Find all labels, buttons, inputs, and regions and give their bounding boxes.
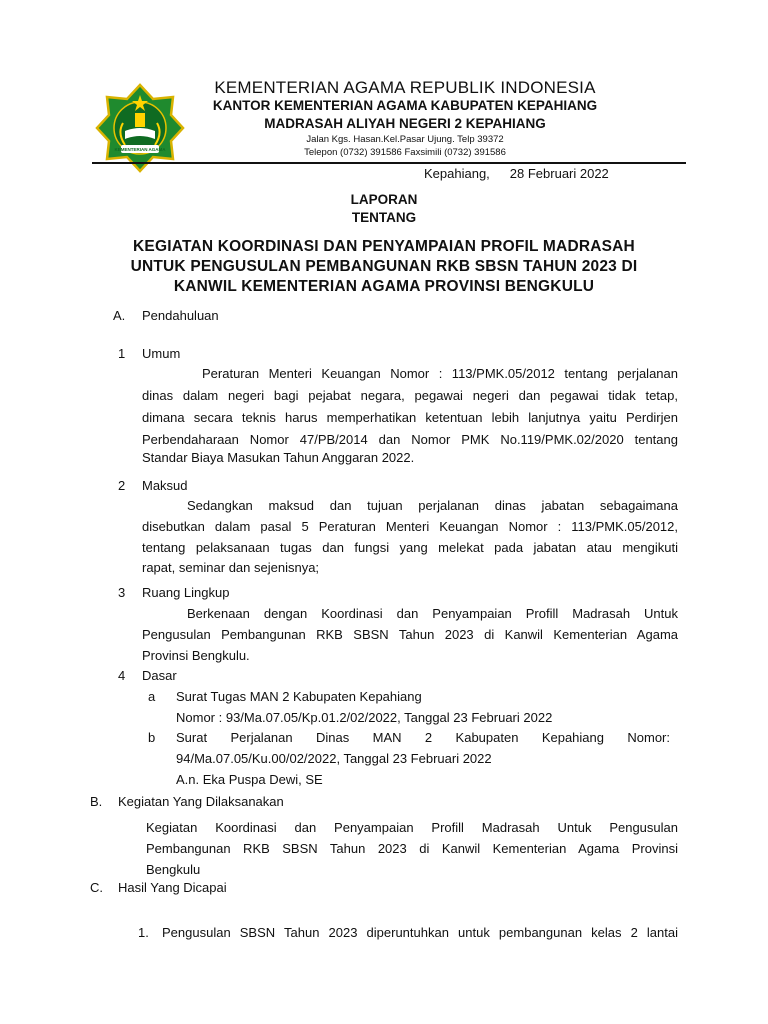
- paragraph-line: Surat Perjalanan Dinas MAN 2 Kabupaten Kepahiang Nomor:: [176, 730, 670, 745]
- section-title: Pendahuluan: [142, 308, 219, 323]
- document-date: [424, 166, 609, 181]
- paragraph-line: Provinsi Bengkulu.: [142, 648, 250, 663]
- header-school: MADRASAH ALIYAH NEGERI 2 KEPAHIANG: [264, 116, 546, 131]
- paragraph-line: Bengkulu: [146, 862, 201, 877]
- section-title: Kegiatan Yang Dilaksanakan: [118, 794, 284, 809]
- item-number: 2: [118, 478, 126, 493]
- item-title: Ruang Lingkup: [142, 585, 230, 600]
- paragraph-line: Kegiatan Koordinasi dan Penyampaian Profill Madrasah Untuk Pengusulan: [146, 820, 678, 835]
- item-title: Umum: [142, 346, 181, 361]
- paragraph-line: disebutkan dalam pasal 5 Peraturan Menteri Keuangan Nomor : 113/PMK.05/2012,: [142, 519, 678, 534]
- section-label: C.: [90, 880, 103, 895]
- section-label: B.: [90, 794, 103, 809]
- paragraph-line: Pengusulan SBSN Tahun 2023 diperuntuhkan untuk pembangunan kelas 2 lantai: [162, 925, 678, 940]
- item-title: Maksud: [142, 478, 188, 493]
- header-ministry: KEMENTERIAN AGAMA REPUBLIK INDONESIA: [214, 78, 596, 97]
- date-place: Kepahiang,: [424, 166, 490, 181]
- paragraph-line: Pengusulan Pembangunan RKB SBSN Tahun 2023 di Kanwil Kementerian Agama: [142, 627, 678, 642]
- logo-banner-text: KEMENTERIAN AGAMA: [114, 147, 166, 152]
- paragraph-line: 94/Ma.07.05/Ku.00/02/2022, Tanggal 23 Februari 2022: [176, 751, 492, 766]
- item-number: 4: [118, 668, 126, 683]
- paragraph-line: Standar Biaya Masukan Tahun Anggaran 2022.: [142, 450, 415, 465]
- paragraph-line: Surat Tugas MAN 2 Kabupaten Kepahiang: [176, 689, 422, 704]
- paragraph-line: Peraturan Menteri Keuangan Nomor : 113/PMK.05/2012 tentang perjalanan: [202, 366, 678, 381]
- sub-item-label: a: [148, 689, 156, 704]
- paragraph-line: dinas dalam negeri bagi pejabat negara, pegawai negeri dan pegawai tidak tetap,: [142, 388, 678, 403]
- paragraph-line: Berkenaan dengan Koordinasi dan Penyampaian Profill Madrasah Untuk: [187, 606, 678, 621]
- header-address: Jalan Kgs. Hasan.Kel.Pasar Ujung. Telp 39372: [306, 134, 504, 145]
- kemenag-logo: [95, 83, 185, 173]
- item-number: 1: [118, 346, 126, 361]
- report-title-line: UNTUK PENGUSULAN PEMBANGUNAN RKB SBSN TAHUN 2023 DI: [130, 258, 638, 275]
- item-title: Dasar: [142, 668, 177, 683]
- paragraph-line: rapat, seminar dan sejenisnya;: [142, 560, 320, 575]
- paragraph-line: Sedangkan maksud dan tujuan perjalanan dinas jabatan sebagaimana: [187, 498, 678, 513]
- paragraph-line: A.n. Eka Puspa Dewi, SE: [176, 772, 323, 787]
- header-office: KANTOR KEMENTERIAN AGAMA KABUPATEN KEPAHIANG: [212, 98, 598, 113]
- paragraph-line: Nomor : 93/Ma.07.05/Kp.01.2/02/2022, Tanggal 23 Februari 2022: [176, 710, 553, 725]
- item-number: 3: [118, 585, 126, 600]
- paragraph-line: dimana secara teknis harus memperhatikan ketentuan lebih lanjutnya yaitu Perdirjen: [142, 410, 678, 425]
- header-divider: [92, 162, 686, 164]
- section-label: A.: [113, 308, 126, 323]
- report-title-line: KEGIATAN KOORDINASI DAN PENYAMPAIAN PROFIL MADRASAH: [133, 238, 635, 255]
- paragraph-line: tentang pelaksanaan tugas dan fungsi yang melekat pada jabatan atau mengikuti: [142, 540, 678, 555]
- header-phone: Telepon (0732) 391586 Faxsimili (0732) 391586: [304, 147, 506, 158]
- list-item-number: 1.: [138, 925, 149, 940]
- sub-item-label: b: [148, 730, 156, 745]
- paragraph-line: Perbendaharaan Nomor 47/PB/2014 dan Nomor PMK No.119/PMK.02/2020 tentang: [142, 432, 678, 447]
- report-title-line: KANWIL KEMENTERIAN AGAMA PROVINSI BENGKULU: [173, 278, 595, 295]
- date-value: 28 Februari 2022: [509, 166, 609, 181]
- section-title: Hasil Yang Dicapai: [118, 880, 227, 895]
- paragraph-line: Pembangunan RKB SBSN Tahun 2023 di Kanwil Kementerian Agama Provinsi: [146, 841, 678, 856]
- report-subject-label: TENTANG: [351, 210, 417, 225]
- report-label: LAPORAN: [350, 192, 418, 207]
